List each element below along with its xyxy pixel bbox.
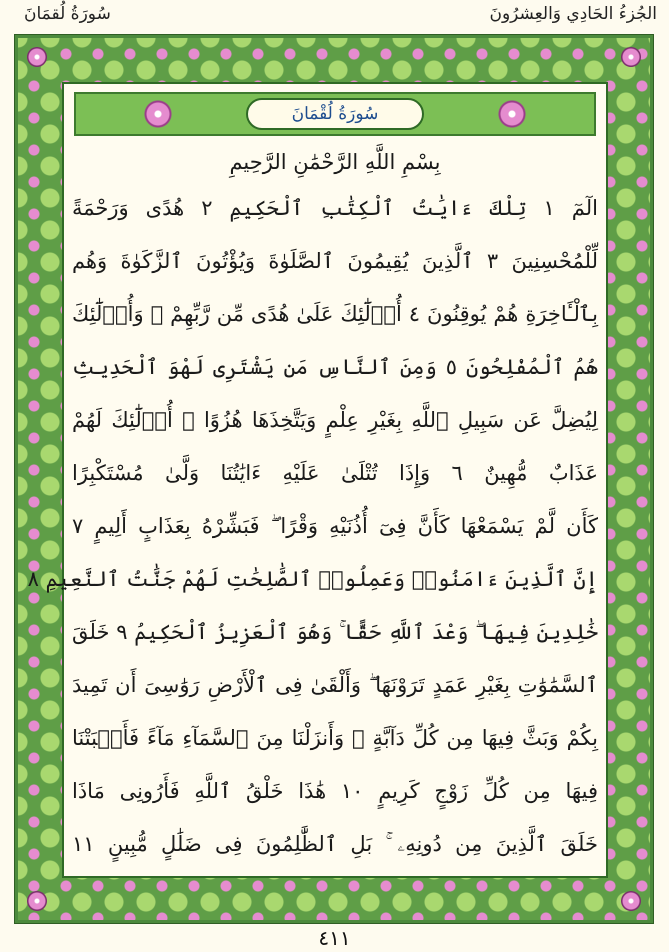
ornamental-frame [14,34,654,924]
verse-line: بِٱلْـَٔاخِرَةِ هُمْ يُوقِنُونَ ٤ أُو۟لَٰٓئِكَ عَلَىٰ هُدًى مِّن رَّبِّهِمْ ۖ وَأُو۟لَٰٓئِكَ [72,302,598,326]
verse-line: إِنَّ ٱلَّذِينَ ءَامَنُوا۟ وَعَمِلُوا۟ ٱلصَّٰلِحَٰتِ لَهُمْ جَنَّٰتُ ٱلنَّعِيمِ ٨ [27,567,598,591]
rosette-icon [142,98,174,130]
verse-line: هُمُ ٱلْمُفْلِحُونَ ٥ وَمِنَ ٱلنَّاسِ مَن يَشْتَرِى لَهْوَ ٱلْحَدِيثِ [72,355,598,379]
juz-header: الجُزءُ الحَادِي وَالعِشرُونَ [489,4,657,24]
page-number: ٤١١ [318,926,351,950]
verse-line: بِكُمْ وَبَثَّ فِيهَا مِن كُلِّ دَآبَّةٍ ۚ وَأَنزَلْنَا مِنَ ٱلسَّمَآءِ مَآءً فَأَنۢبَتْنَا [72,726,598,750]
verse-line: لِّلْمُحْسِنِينَ ٣ ٱلَّذِينَ يُقِيمُونَ ٱلصَّلَوٰةَ وَيُؤْتُونَ ٱلزَّكَوٰةَ وَهُم [72,249,598,273]
basmala: بِسْمِ اللَّهِ الرَّحْمَٰنِ الرَّحِيمِ [229,150,441,174]
verse-line: فِيهَا مِن كُلِّ زَوْجٍ كَرِيمٍ ١٠ هَٰذَا خَلْقُ ٱللَّهِ فَأَرُونِى مَاذَا [72,779,598,803]
verse-line: الٓمٓ ١ تِلْكَ ءَايَٰتُ ٱلْكِتَٰبِ ٱلْحَكِيمِ ٢ هُدًى وَرَحْمَةً [72,196,598,220]
corner-flower-icon [27,47,47,67]
surah-title-band [74,92,596,136]
corner-flower-icon [621,47,641,67]
surah-header: سُورَةُ لُقمَانَ [24,4,111,24]
surah-title-cartouche [246,98,424,130]
rosette-icon [496,98,528,130]
verse-line: ٱلسَّمَٰوَٰتِ بِغَيْرِ عَمَدٍ تَرَوْنَهَا ۖ وَأَلْقَىٰ فِى ٱلْأَرْضِ رَوَٰسِىَ أَن تَمِيدَ [72,673,598,697]
verse-line: خَلَقَ ٱلَّذِينَ مِن دُونِهِۦ ۚ بَلِ ٱلظَّٰلِمُونَ فِى ضَلَٰلٍ مُّبِينٍ ١١ [72,832,598,856]
verse-line: عَذَابٌ مُّهِينٌ ٦ وَإِذَا تُتْلَىٰ عَلَيْهِ ءَايَٰتُنَا وَلَّىٰ مُسْتَكْبِرًا [72,461,598,485]
corner-flower-icon [27,891,47,911]
verse-line: كَأَن لَّمْ يَسْمَعْهَا كَأَنَّ فِىٓ أُذُنَيْهِ وَقْرًا ۖ فَبَشِّرْهُ بِعَذَابٍ أَلِيمٍ ٧ [72,514,598,538]
corner-flower-icon [621,891,641,911]
verse-line: خَٰلِدِينَ فِيهَا ۖ وَعْدَ ٱللَّهِ حَقًّا ۚ وَهُوَ ٱلْعَزِيزُ ٱلْحَكِيمُ ٩ خَلَقَ [72,620,598,644]
surah-title: سُورَةُ لُقْمَانَ [291,104,379,124]
verse-line: لِيُضِلَّ عَن سَبِيلِ ٱللَّهِ بِغَيْرِ عِلْمٍ وَيَتَّخِذَهَا هُزُوًا ۚ أُو۟لَٰٓئِكَ لَهُمْ [72,408,598,432]
text-panel [27,82,608,878]
